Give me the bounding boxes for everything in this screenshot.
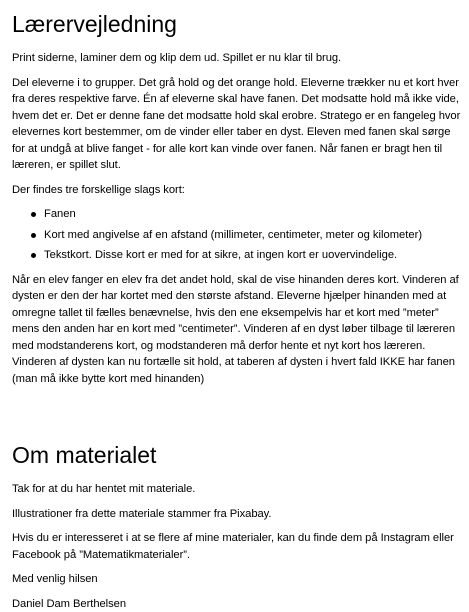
bullet-icon [31, 253, 36, 258]
greeting-text: Med venlig hilsen [12, 571, 463, 588]
bullet-icon [31, 212, 36, 217]
card-type-label: Tekstkort. Disse kort er med for at sikre, at ingen kort er uovervindelige. [44, 249, 397, 261]
duel-paragraph: Når en elev fanger en elev fra det andet hold, skal de vise hinanden deres kort. Vinderen af dysten er den der har kortet med den største afstand. Eleverne hjælper hinanden med at omregne tallet til fælles benævnelse, hvis den ene eksempelvis har et kort med ”meter” mens den anden har en kort med ”centimeter”. Vinderen af en dyst løber tilbage til læreren med modstanderens kort, og modstanderen må derfor hente et nyt kort hos læreren. Vinderen af dysten kan nu fortælle sit hold, at taberen af dysten i hvert fald IKKE har fanen (man må ikke bytte kort med hinanden) [12, 272, 463, 388]
list-item [12, 247, 463, 264]
author-name: Daniel Dam Berthelsen [12, 596, 463, 612]
about-title: Om materialet [12, 441, 463, 469]
guide-intro: Print siderne, laminer dem og klip dem ud. Spillet er nu klar til brug. [12, 50, 463, 67]
list-item [12, 206, 463, 223]
guide-title: Lærervejledning [12, 10, 463, 38]
rules-paragraph: Del eleverne i to grupper. Det grå hold og det orange hold. Eleverne trækker nu et kort hver fra deres respektive farve. Én af eleverne skal have fanen. Det modsatte hold må ikke vide, hvem det er. Det er denne fane det modsatte hold skal erobre. Stratego er en fangeleg hvor elevernes kort bestemmer, om de vinder eller taber en dyst. Eleven med fanen skal sørge for at undgå at blive fanget - for alle kort kan vinde over fanen. Når fanen er bragt hen til læreren, er spillet slut. [12, 75, 463, 174]
bullet-icon [31, 233, 36, 238]
card-type-label: Fanen [44, 208, 76, 220]
card-types-list [12, 206, 463, 264]
thanks-text: Tak for at du har hentet mit materiale. [12, 481, 463, 498]
list-item [12, 227, 463, 244]
illustrations-text: Illustrationer fra dette materiale stammer fra Pixabay. [12, 506, 463, 523]
more-materials-text: Hvis du er interesseret i at se flere af mine materialer, kan du finde dem på Instagram eller Facebook på ”Matematikmaterialer”. [12, 530, 463, 563]
card-types-intro: Der findes tre forskellige slags kort: [12, 182, 463, 199]
card-type-label: Kort med angivelse af en afstand (millimeter, centimeter, meter og kilometer) [44, 229, 422, 241]
